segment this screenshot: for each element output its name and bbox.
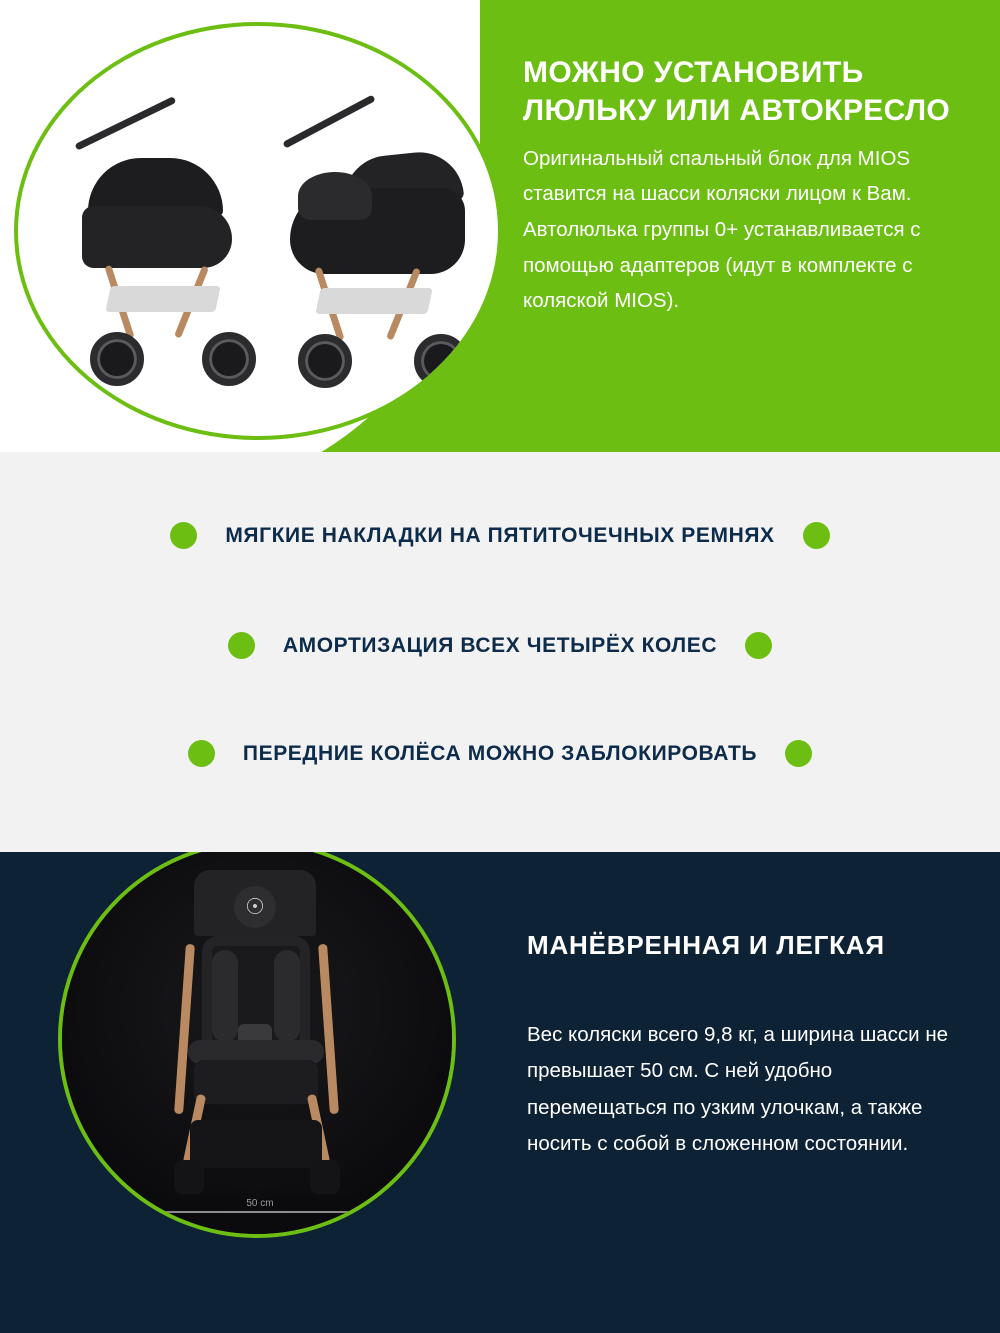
carrycot-text-block — [523, 54, 985, 319]
brand-logo-icon: ☉ — [234, 886, 276, 928]
pram-front-wheel — [202, 332, 256, 386]
carrycot-photo — [14, 22, 502, 440]
feature-label: ПЕРЕДНИЕ КОЛЁСА МОЖНО ЗАБЛОКИРОВАТЬ — [242, 741, 758, 765]
pram-rear-wheel — [90, 332, 144, 386]
bullet-dot-icon — [188, 740, 215, 767]
bullet-dot-icon — [745, 632, 772, 659]
bullet-dot-icon — [228, 632, 255, 659]
stroller-front-photo-stage — [62, 852, 452, 1234]
feature-row — [0, 740, 1000, 767]
section-maneuverable — [0, 852, 1000, 1333]
car-seat-foot-end — [298, 172, 372, 220]
under-basket — [190, 1120, 322, 1168]
car-seat-storage-tray — [315, 288, 433, 314]
bullet-dot-icon — [170, 522, 197, 549]
car-seat-front-wheel — [414, 334, 468, 388]
feature-row — [0, 522, 1000, 549]
feature-label: АМОРТИЗАЦИЯ ВСЕХ ЧЕТЫРЁХ КОЛЕС — [282, 633, 718, 657]
pram-storage-tray — [105, 286, 221, 312]
car-seat-illustration — [280, 136, 495, 396]
feature-label: МЯГКИЕ НАКЛАДКИ НА ПЯТИТОЧЕЧНЫХ РЕМНЯХ — [225, 523, 775, 547]
stroller-front-photo — [58, 852, 456, 1238]
front-wheel-left — [174, 1160, 204, 1194]
stroller-front-illustration — [62, 852, 452, 1234]
bullet-dot-icon — [785, 740, 812, 767]
measure-label-wrap — [160, 1198, 360, 1209]
maneuverable-title: МАНЁВРЕННАЯ И ЛЕГКАЯ — [527, 930, 885, 960]
maneuverable-text-block — [527, 930, 967, 1163]
section-carrycot — [0, 0, 1000, 452]
front-wheel-right — [310, 1160, 340, 1194]
pram-illustration — [70, 136, 280, 396]
frame-left — [174, 944, 195, 1114]
carrycot-title: МОЖНО УСТАНОВИТЬ ЛЮЛЬКУ ИЛИ АВТОКРЕСЛО — [523, 56, 951, 128]
harness-pad-left — [212, 950, 238, 1042]
width-measure — [160, 1198, 356, 1218]
bullet-dot-icon — [803, 522, 830, 549]
carrycot-photo-stage — [18, 26, 498, 436]
measure-line-icon — [160, 1211, 356, 1213]
harness-pad-right — [274, 950, 300, 1042]
carrycot-body: Оригинальный спальный блок для MIOS ставится на шасси коляски лицом к Вам. Автолюлька группы 0+ устанавливается с помощью адаптеров (идут в комплекте с коляской MIOS). — [523, 146, 921, 313]
stroller-seat-base — [194, 1060, 318, 1104]
car-seat-rear-wheel — [298, 334, 352, 388]
pram-body — [82, 206, 232, 268]
measure-label: 50 cm — [238, 1198, 281, 1209]
car-seat-handle-bar — [282, 95, 375, 149]
frame-right — [318, 944, 339, 1114]
feature-row — [0, 632, 1000, 659]
pram-handle-bar — [74, 96, 176, 151]
maneuverable-body: Вес коляски всего 9,8 кг, а ширина шасси не превышает 50 см. С ней удобно перемещаться по узким улочкам, а также носить с собой в сложенном состоянии. — [527, 1023, 949, 1156]
